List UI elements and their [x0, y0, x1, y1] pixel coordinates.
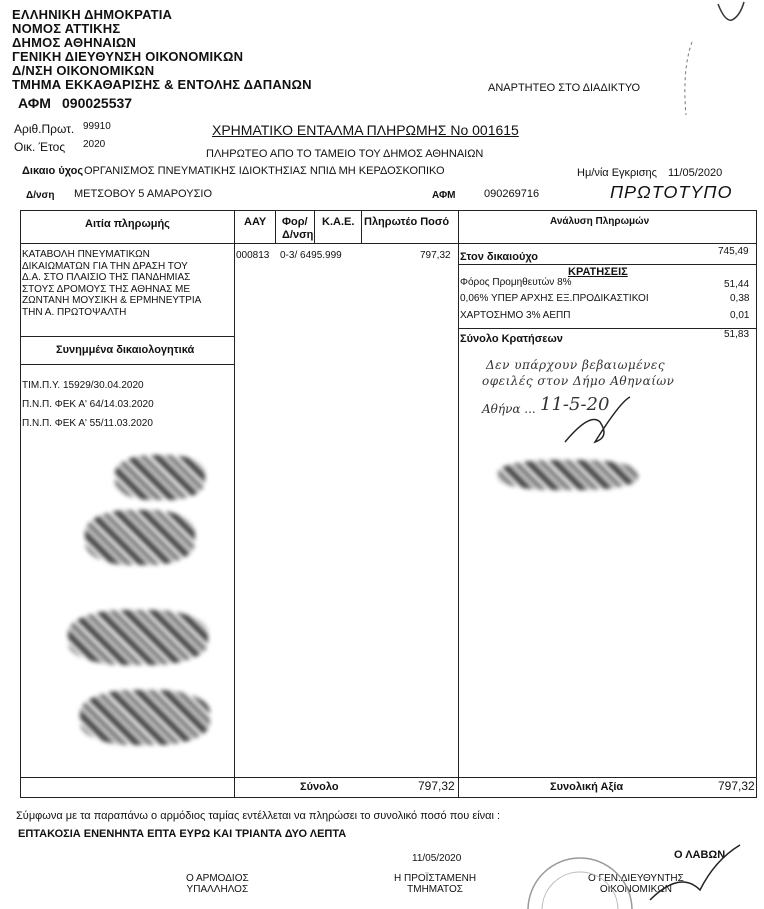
deduction-value: 51,44 [724, 279, 750, 290]
amount-in-words: ΕΠΤΑΚΟΣΙΑ ΕΝΕΝΗΝΤΑ ΕΠΤΑ ΕΥΡΩ ΚΑΙ ΤΡΙΑΝΤΑ ΔΥΟ ΛΕΠΤΑ [18, 828, 347, 840]
header-line-3: ΔΗΜΟΣ ΑΘΗΝΑΙΩΝ [12, 35, 137, 50]
deduction-label: 0,06% ΥΠΕΡ ΑΡΧΗΣ ΕΞ.ΠΡΟΔΙΚΑΣΤΙΚΟΙ [460, 293, 649, 304]
stamp-note-place: Αθήνα ... [482, 402, 536, 416]
afm-value: 090025537 [62, 95, 133, 111]
receiver-label: Ο ΛΑΒΩΝ [674, 849, 726, 861]
payable-from: ΠΛΗΡΩΤΕΟ ΑΠΟ ΤΟ ΤΑΜΕΙΟ ΤΟΥ ΔΗΜΟΣ ΑΘΗΝΑΙΩΝ [206, 148, 484, 160]
official-seal-icon [520, 850, 640, 909]
signature-icon [560, 392, 640, 452]
header-payment-analysis: Ανάλυση Πληρωμών [550, 216, 650, 227]
header-line-6: ΤΜΗΜΑ ΕΚΚΑΘΑΡΙΣΗΣ & ΕΝΤΟΛΗΣ ΔΑΠΑΝΩΝ [12, 77, 312, 92]
fiscal-year-label: Οικ. Έτος [14, 140, 66, 154]
to-beneficiary-label: Στον δικαιούχο [460, 251, 538, 263]
redacted-block [80, 690, 210, 745]
vendor-afm-value: 090269716 [484, 188, 540, 200]
header-payment-cause: Αιτία πληρωμής [85, 218, 170, 230]
payment-cause-text: ΚΑΤΑΒΟΛΗ ΠΝΕΥΜΑΤΙΚΩΝ ΔΙΚΑΙΩΜΑΤΩΝ ΓΙΑ ΤΗΝ ΔΡΑΣΗ ΤΟΥ Δ.Α. ΣΤΟ ΠΛΑΙΣΙΟ ΤΗΣ ΠΑΝΔΗΜΙΑΣ ΣΤΟΥΣ ΔΡΟΜΟΥΣ ΤΗΣ ΑΘΗΝΑΣ ΜΕ ΖΩΝΤΑΝΗ ΜΟΥΣΙΚΗ & ΕΡΜΗΝΕΥΤΡΙΑ ΤΗΝ Α. ΠΡΩΤΟΨΑΛΤΗ [22, 249, 202, 318]
stamp-note-date: 11-5-20 [540, 394, 610, 415]
beneficiary-label: Δικαιο ύχος [22, 165, 84, 177]
director-signature-icon [640, 840, 750, 909]
signatory-head-of-department: Η ΠΡΟΪΣΤΑΜΕΝΗ ΤΜΗΜΑΤΟΣ [394, 873, 477, 895]
grand-total-value: 797,32 [718, 779, 755, 793]
redacted-block [498, 460, 638, 490]
deduction-value: 0,38 [730, 293, 750, 304]
footer-date: 11/05/2020 [412, 853, 462, 864]
deductions-total-label: Σύνολο Κρατήσεων [460, 333, 563, 345]
header-line-5: Δ/ΝΣΗ ΟΙΚΟΝΟΜΙΚΩΝ [12, 63, 155, 78]
signatory-general-director: Ο ΓΕΝ.ΔΙΕΥΘΥΝΤΗΣ ΟΙΚΟΝΟΜΙΚΩΝ [588, 873, 684, 895]
kae-value: 0-3/ 6495.999 [280, 250, 342, 261]
approval-date-value: 11/05/2020 [668, 167, 723, 179]
deduction-label: ΧΑΡΤΟΣΗΜΟ 3% ΑΕΠΠ [460, 310, 571, 321]
header-kae: Κ.Α.Ε. [322, 216, 355, 228]
posted-online-note: ΑΝΑΡΤΗΤΕΟ ΣΤΟ ΔΙΑΔΙΚΤΥΟ [488, 82, 641, 94]
redacted-block [68, 610, 208, 665]
header-line-4: ΓΕΝΙΚΗ ΔΙΕΥΘΥΝΣΗ ΟΙΚΟΝΟΜΙΚΩΝ [12, 49, 244, 64]
header-payable-amount: Πληρωτέο Ποσό [364, 216, 450, 228]
grand-total-label: Συνολική Αξία [550, 781, 624, 793]
protocol-label: Αριθ.Πρωτ. [14, 122, 75, 136]
deduction-value: 0,01 [730, 310, 750, 321]
payment-instruction: Σύμφωνα με τα παραπάνω ο αρμόδιος ταμίας εντέλλεται να πληρώσει το συνολικό ποσό που είναι : [16, 810, 501, 822]
header-for: Φορ/ [282, 216, 308, 228]
address-label: Δ/νση [26, 190, 55, 201]
header-aay: ΑΑΥ [244, 216, 267, 228]
vendor-afm-label: ΑΦΜ [432, 190, 456, 201]
total-label: Σύνολο [300, 781, 339, 793]
payable-amount-value: 797,32 [420, 250, 451, 261]
beneficiary-value: ΟΡΓΑΝΙΣΜΟΣ ΠΝΕΥΜΑΤΙΚΗΣ ΙΔΙΟΚΤΗΣΙΑΣ ΝΠΙΔ ΜΗ ΚΕΡΔΟΣΚΟΠΙΚΟ [84, 165, 445, 177]
to-beneficiary-value: 745,49 [718, 246, 749, 257]
stamp-note-line-1: Δεν υπάρχουν βεβαιωμένες [486, 358, 666, 372]
header-line-2: ΝΟΜΟΣ ΑΤΤΙΚΗΣ [12, 21, 121, 36]
document-title: ΧΡΗΜΑΤΙΚΟ ΕΝΤΑΛΜΑ ΠΛΗΡΩΜΗΣ Νο 001615 [212, 122, 519, 138]
check-mark-icon [700, 0, 760, 30]
stamp-note-line-2: οφειλές στον Δήμο Αθηναίων [482, 374, 675, 388]
attachment-item: Π.Ν.Π. ΦΕΚ Α' 64/14.03.2020 [22, 399, 154, 410]
redacted-block [85, 510, 195, 565]
address-value: ΜΕΤΣΟΒΟΥ 5 ΑΜΑΡΟΥΣΙΟ [74, 188, 212, 200]
header-dnsi: Δ/νση [282, 229, 314, 241]
deductions-title: ΚΡΑΤΗΣΕΙΣ [568, 266, 628, 278]
attachment-item: Π.Ν.Π. ΦΕΚ Α' 55/11.03.2020 [22, 418, 153, 429]
redacted-block [115, 455, 205, 500]
deduction-label: Φόρος Προμηθευτών 8% [460, 277, 572, 288]
total-value: 797,32 [418, 779, 455, 793]
signatory-clerk: Ο ΑΡΜΟΔΙΟΣ ΥΠΑΛΛΗΛΟΣ [186, 873, 249, 895]
protocol-value: 99910 [83, 121, 111, 132]
attached-documents-title: Συνημμένα δικαιολογητικά [56, 344, 195, 356]
attachment-item: ΤΙΜ.Π.Υ. 15929/30.04.2020 [22, 380, 144, 391]
header-line-1: ΕΛΛΗΝΙΚΗ ΔΗΜΟΚΡΑΤΙΑ [12, 7, 173, 22]
deductions-total-value: 51,83 [724, 329, 750, 340]
original-stamp: ΠΡΩΤΟΤΥΠΟ [610, 182, 733, 202]
approval-date-label: Ημ/νία Εγκρισης [577, 167, 657, 179]
aay-value: 000813 [236, 250, 270, 261]
afm-label: ΑΦΜ [18, 95, 51, 111]
fiscal-year-value: 2020 [83, 139, 106, 150]
margin-scribble-icon [672, 40, 702, 120]
